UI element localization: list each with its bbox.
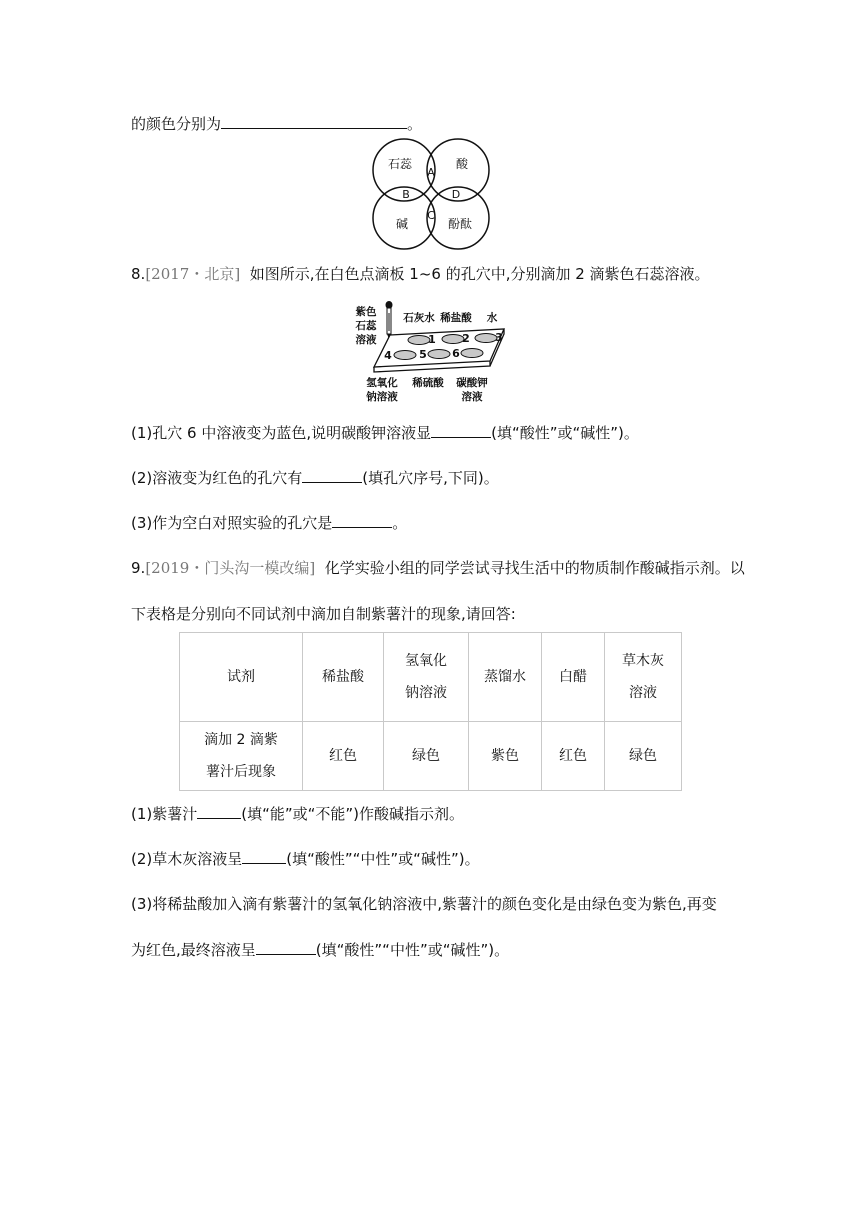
question-number: 8.: [131, 265, 146, 283]
well-number: 2: [462, 332, 470, 345]
q8-part1: (1)孔穴 6 中溶液变为蓝色,说明碳酸钾溶液显 (填“酸性”或“碱性”)。: [131, 424, 639, 442]
well-label-hcl: 稀盐酸: [440, 312, 472, 324]
q9-part3-line2: 为红色,最终溶液呈 (填“酸性”“中性”或“碱性”)。: [131, 941, 510, 959]
venn-region-c: C: [427, 209, 435, 222]
dropper-label: 紫色: [355, 306, 377, 318]
source-tag: [2017・北京]: [145, 265, 241, 283]
q9-part1: (1)紫薯汁 (填“能”或“不能”)作酸碱指示剂。: [131, 805, 465, 823]
venn-label-base: 碱: [395, 217, 409, 231]
answer-blank[interactable]: [431, 423, 491, 438]
q7-answer-line: 的颜色分别为 。: [131, 115, 423, 133]
venn-region-d: D: [451, 188, 461, 201]
q9-part2: (2)草木灰溶液呈 (填“酸性”“中性”或“碱性”)。: [131, 850, 480, 868]
spot-plate-diagram: [352, 301, 512, 407]
well-label-naoh: 氢氧化: [366, 377, 398, 389]
table-header-cell: 白醋: [542, 633, 605, 722]
table-header-cell: 蒸馏水: [469, 633, 542, 722]
q8-part2: (2)溶液变为红色的孔穴有 (填孔穴序号,下同)。: [131, 469, 499, 487]
svg-text:溶液: 溶液: [461, 391, 483, 403]
venn-label-litmus: 石蕊: [387, 157, 413, 171]
venn-region-b: B: [402, 188, 410, 201]
q8-part3: (3)作为空白对照实验的孔穴是 。: [131, 514, 408, 532]
answer-blank[interactable]: [302, 468, 362, 483]
table-cell: 绿色: [384, 722, 469, 791]
venn-label-acid: 酸: [455, 157, 469, 171]
well-number: 5: [419, 348, 427, 361]
table-cell: 绿色: [605, 722, 682, 791]
svg-text:钠溶液: 钠溶液: [366, 391, 398, 403]
q8-stem: [131, 264, 710, 284]
table-cell: 滴加 2 滴紫 薯汁后现象: [180, 722, 303, 791]
q8-stem-text: 如图所示,在白色点滴板 1~6 的孔穴中,分别滴加 2 滴紫色石蕊溶液。: [249, 265, 710, 283]
answer-blank[interactable]: [256, 940, 316, 955]
answer-blank[interactable]: [332, 513, 392, 528]
dropper-icon: [386, 301, 393, 339]
answer-blank[interactable]: [242, 849, 286, 864]
well-number: 4: [384, 349, 392, 362]
table-header-cell: 草木灰 溶液: [605, 633, 682, 722]
q9-part3: (3)将稀盐酸加入滴有紫薯汁的氢氧化钠溶液中,紫薯汁的颜色变化是由绿色变为紫色,再变: [131, 895, 717, 913]
well-number: 1: [428, 333, 436, 346]
answer-blank[interactable]: [197, 804, 241, 819]
table-header-cell: 氢氧化 钠溶液: [384, 633, 469, 722]
well-number: 6: [452, 347, 460, 360]
well-label-k2co3: 碳酸钾: [456, 377, 488, 389]
venn-region-a: A: [427, 166, 435, 179]
q9-stem-line2: 下表格是分别向不同试剂中滴加自制紫薯汁的现象,请回答:: [131, 605, 516, 623]
svg-text:石蕊: 石蕊: [355, 320, 377, 332]
well-label-h2so4: 稀硫酸: [412, 377, 444, 389]
answer-blank[interactable]: [221, 114, 407, 129]
table-row: [180, 722, 682, 791]
question-number: 9.: [131, 559, 146, 577]
well-label-water: 水: [486, 312, 498, 324]
table-cell: 红色: [303, 722, 384, 791]
table-header-cell: 稀盐酸: [303, 633, 384, 722]
purple-potato-table: [179, 632, 682, 791]
q7-text: 的颜色分别为: [131, 115, 222, 133]
source-tag: [2019・门头沟一模改编]: [145, 559, 316, 577]
table-cell: 紫色: [469, 722, 542, 791]
well-number: 3: [495, 331, 503, 344]
table-header-cell: 试剂: [180, 633, 303, 722]
svg-text:溶液: 溶液: [355, 334, 377, 346]
table-cell: 红色: [542, 722, 605, 791]
well-label-limewater: 石灰水: [403, 312, 435, 324]
venn-diagram: [370, 138, 492, 250]
venn-label-phenolphthalein: 酚酞: [447, 217, 473, 231]
q9-stem: 9.[2019・门头沟一模改编] 化学实验小组的同学尝试寻找生活中的物质制作酸碱指示剂。以: [131, 559, 745, 577]
